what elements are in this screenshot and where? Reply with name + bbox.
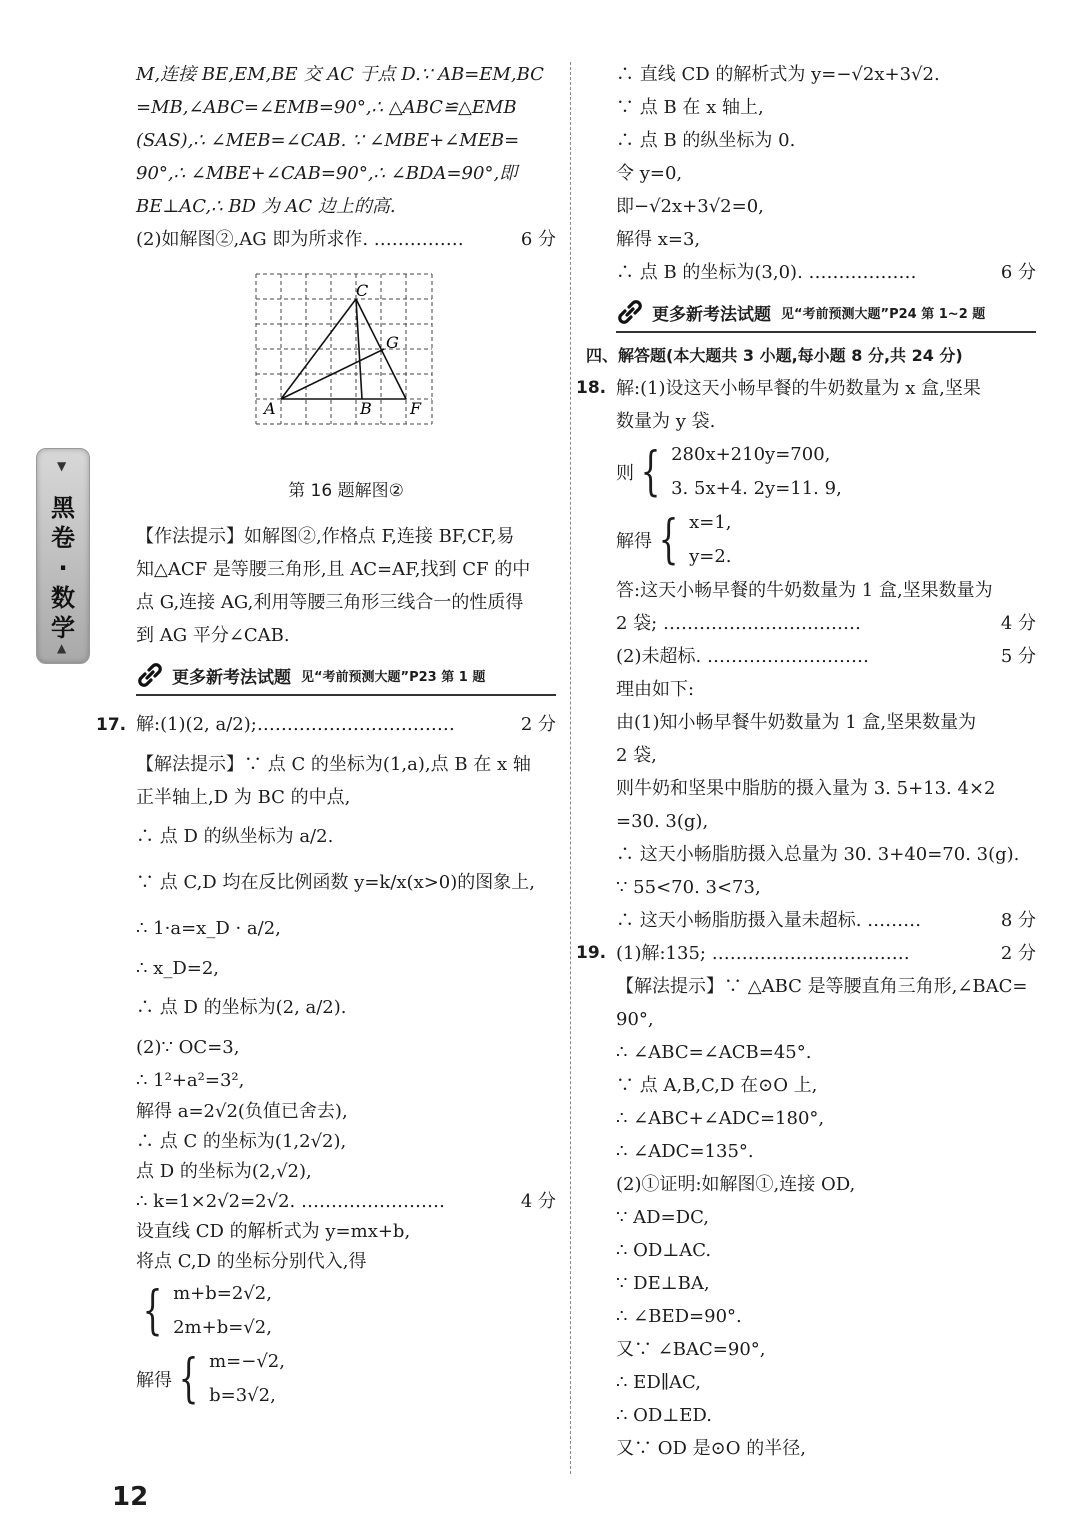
left-column [96, 58, 556, 1413]
grid-figure-svg [136, 264, 556, 474]
text-line: 正半轴上,D 为 BC 的中点, [136, 787, 351, 808]
text-line-scored [616, 904, 1036, 937]
text-line: 解得 x=3, [616, 229, 701, 250]
solve-label: 解得 [616, 531, 652, 552]
equation-line: b=3√2, [209, 1385, 276, 1406]
text-line: ∵ AD=DC, [616, 1207, 709, 1228]
text-line: 令 y=0, [616, 163, 683, 184]
text-line: M,连接 BE,EM,BE 交 AC 于点 D.∵ AB=EM,BC [136, 64, 544, 85]
text-line: 90°, [616, 1009, 654, 1030]
point-label-f: F [410, 399, 422, 418]
text-line: ∵ 55<70. 3<73, [616, 877, 761, 898]
text-line-scored [616, 256, 1036, 289]
hint-line: 点 G,连接 AG,利用等腰三角形三线合一的性质得 [136, 592, 524, 613]
score-label: 5 分 [1000, 646, 1036, 667]
text-line: ∴ OD⊥AC. [616, 1240, 712, 1261]
q19-line [576, 937, 1036, 970]
column-divider [570, 62, 571, 1474]
text-line: ∴ 点 C 的坐标为(1,2√2), [136, 1131, 347, 1152]
point-label-b: B [360, 399, 372, 418]
q18-line [576, 372, 1036, 405]
side-tab [36, 448, 90, 664]
text-line: ∵ DE⊥BA, [616, 1273, 710, 1294]
side-tab-char: 数 [51, 584, 75, 612]
text-line: ∴ 点 B 的纵坐标为 0. [616, 130, 796, 151]
text-line: ∴ ED∥AC, [616, 1372, 701, 1393]
text-line: 解:(1)(2, a/2);…………………………… [136, 714, 455, 735]
text-line: (2)①证明:如解图①,连接 OD, [616, 1174, 856, 1195]
text-line: ∴ 点 B 的坐标为(3,0). ……………… [616, 262, 917, 283]
equation-line: 2m+b=√2, [173, 1317, 272, 1338]
text-line: ∴ 这天小畅脂肪摄入总量为 30. 3+40=70. 3(g). [616, 844, 1020, 865]
text-line: ∵ 点 C,D 均在反比例函数 y=k/x(x>0)的图象上, [136, 872, 535, 893]
text-line: 数量为 y 袋. [616, 411, 716, 432]
equation-line: m+b=2√2, [173, 1283, 272, 1304]
point-label-c: C [356, 281, 369, 300]
text-line: =MB,∠ABC=∠EMB=90°,∴ △ABC≌△EMB [136, 97, 517, 118]
text-line: =30. 3(g), [616, 811, 709, 832]
link-icon [136, 661, 164, 689]
equation-solution [136, 1345, 556, 1413]
text-line: ∴ 这天小畅脂肪摄入量未超标. ……… [616, 910, 922, 931]
point-label-a: A [264, 399, 276, 418]
section-heading: 四、解答题(本大题共 3 小题,每小题 8 分,共 24 分) [586, 346, 963, 365]
text-line: ∴ 点 D 的纵坐标为 a/2. [136, 826, 334, 847]
text-line: (2)∵ OC=3, [136, 1037, 240, 1058]
score-label: 2 分 [520, 714, 556, 735]
arrow-up-icon: ▲ [57, 641, 67, 655]
equation-system [136, 1277, 556, 1345]
question-number: 17. [96, 715, 127, 735]
text-line: 90°,∴ ∠MBE+∠CAB=90°,∴ ∠BDA=90°,即 [136, 163, 518, 184]
side-tab-char: 卷 [51, 524, 75, 552]
text-line: ∴ 点 D 的坐标为(2, a/2). [136, 997, 347, 1018]
text-line: 理由如下: [616, 679, 695, 700]
text-line: ∴ ∠ABC=∠ACB=45°. [616, 1042, 812, 1063]
point-label-g: G [386, 333, 399, 352]
more-questions-ref: 见“考前预测大题”P23 第 1 题 [301, 669, 486, 685]
text-line: ∴ ∠BED=90°. [616, 1306, 742, 1327]
text-line-scored [616, 640, 1036, 673]
text-line: 点 D 的坐标为(2,√2), [136, 1161, 312, 1182]
text-line: (2)未超标. ……………………… [616, 646, 869, 667]
geometry-figure [136, 264, 556, 474]
side-tab-char: 黑 [51, 494, 75, 522]
text-line-scored [136, 223, 556, 256]
equation-line: x=1, [689, 512, 732, 533]
text-line: BE⊥AC,∴ BD 为 AC 边上的高. [136, 196, 396, 217]
score-label: 4 分 [520, 1191, 556, 1212]
text-line: (2)如解图②,AG 即为所求作. …………… [136, 229, 464, 250]
hint-line: 知△ACF 是等腰三角形,且 AC=AF,找到 CF 的中 [136, 559, 531, 580]
more-questions-title: 更多新考法试题 [652, 304, 771, 325]
score-label: 6 分 [1000, 262, 1036, 283]
side-tab-char: 学 [51, 614, 75, 642]
text-line: 则牛奶和坚果中脂肪的摄入量为 3. 5+13. 4×2 [616, 778, 996, 799]
text-line-scored [616, 607, 1036, 640]
text-line: ∴ x_D=2, [136, 958, 220, 979]
hint-line: 【作法提示】如解图②,作格点 F,连接 BF,CF,易 [136, 526, 515, 547]
text-line: 由(1)知小畅早餐牛奶数量为 1 盒,坚果数量为 [616, 712, 977, 733]
text-line: (SAS),∴ ∠MEB=∠CAB. ∵ ∠MBE+∠MEB= [136, 130, 520, 151]
text-line: ∵ 点 A,B,C,D 在⊙O 上, [616, 1075, 818, 1096]
text-line: 2 袋; …………………………… [616, 613, 861, 634]
figure-caption: 第 16 题解图② [288, 481, 404, 501]
text-line: ∴ ∠ABC+∠ADC=180°, [616, 1108, 825, 1129]
equation-system [616, 438, 1036, 506]
equation-solution [616, 506, 1036, 574]
brace-icon: { [142, 1281, 163, 1341]
text-line: ∴ k=1×2√2=2√2. …………………… [136, 1191, 445, 1212]
text-line: 又∵ ∠BAC=90°, [616, 1339, 766, 1360]
brace-icon: { [658, 510, 679, 570]
solve-label: 解得 [136, 1370, 172, 1391]
text-line: 答:这天小畅早餐的牛奶数量为 1 盒,坚果数量为 [616, 580, 993, 601]
right-column [576, 58, 1036, 1465]
score-label: 4 分 [1000, 613, 1036, 634]
text-line: ∴ 1²+a²=3², [136, 1070, 245, 1091]
link-icon [616, 298, 644, 326]
question-number: 19. [576, 943, 607, 963]
brace-icon: { [178, 1349, 199, 1409]
question-number: 18. [576, 378, 607, 398]
text-line: ∴ ∠ADC=135°. [616, 1141, 754, 1162]
hint-line: 到 AG 平分∠CAB. [136, 625, 290, 646]
score-label: 6 分 [520, 229, 556, 250]
equation-line: y=2. [689, 546, 732, 567]
text-line: ∴ 直线 CD 的解析式为 y=−√2x+3√2. [616, 64, 940, 85]
text-line: 【解法提示】∵ △ABC 是等腰直角三角形,∠BAC= [616, 976, 1028, 997]
then-label: 则 [616, 463, 634, 484]
side-tab-char: · [58, 554, 68, 582]
text-line: 又∵ OD 是⊙O 的半径, [616, 1438, 806, 1459]
more-questions-title: 更多新考法试题 [172, 667, 291, 688]
brace-icon: { [640, 442, 661, 502]
text-line: 【解法提示】∵ 点 C 的坐标为(1,a),点 B 在 x 轴 [136, 754, 531, 775]
equation-line: 280x+210y=700, [671, 444, 831, 465]
text-line: ∵ 点 B 在 x 轴上, [616, 97, 764, 118]
text-line: 即−√2x+3√2=0, [616, 196, 764, 217]
page-number: 12 [112, 1482, 149, 1512]
equation-line: 3. 5x+4. 2y=11. 9, [671, 478, 842, 499]
grid-lines [256, 274, 432, 424]
text-line: ∴ 1·a=x_D · a/2, [136, 918, 281, 939]
more-questions-banner [136, 656, 556, 696]
text-line: 设直线 CD 的解析式为 y=mx+b, [136, 1221, 411, 1242]
score-label: 8 分 [1000, 910, 1036, 931]
score-label: 2 分 [1000, 943, 1036, 964]
equation-line: m=−√2, [209, 1351, 285, 1372]
arrow-down-icon: ▼ [57, 459, 67, 473]
text-line: 将点 C,D 的坐标分别代入,得 [136, 1251, 367, 1272]
text-line: (1)解:135; …………………………… [616, 943, 910, 964]
more-questions-banner [616, 293, 1036, 333]
text-line: ∴ OD⊥ED. [616, 1405, 712, 1426]
side-tab-label [49, 493, 77, 643]
text-line: 解得 a=2√2(负值已舍去), [136, 1101, 348, 1122]
text-line: 2 袋, [616, 745, 657, 766]
text-line: 解:(1)设这天小畅早餐的牛奶数量为 x 盒,坚果 [616, 378, 981, 399]
more-questions-ref: 见“考前预测大题”P24 第 1~2 题 [781, 306, 986, 322]
q17-line [96, 702, 556, 748]
text-line-scored [136, 1187, 556, 1217]
